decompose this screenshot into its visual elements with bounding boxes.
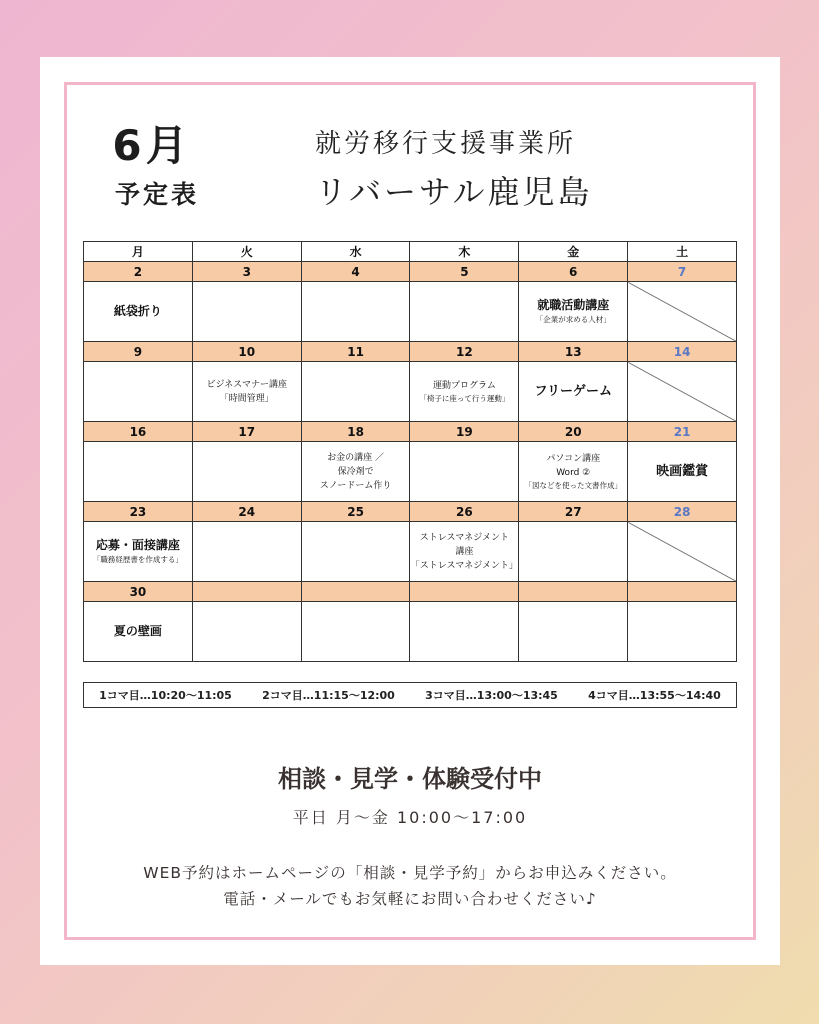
event-title: 紙袋折り <box>113 304 162 318</box>
weekday-header: 木 <box>410 242 519 262</box>
event-cell <box>519 362 628 422</box>
date-cell: 28 <box>628 502 737 522</box>
event-cell <box>192 522 301 582</box>
timeslot-label: 4コマ目…13:55〜14:40 <box>588 689 721 702</box>
event-title: 応募・面接講座 <box>95 538 180 552</box>
event-row <box>84 442 737 502</box>
event-caption: 「椅子に座って行う運動」 <box>419 393 510 403</box>
event-cell <box>192 362 301 422</box>
event-cell <box>84 362 193 422</box>
event-cell <box>628 442 737 502</box>
event-cell <box>301 522 410 582</box>
event-cell <box>410 442 519 502</box>
date-row <box>84 502 737 522</box>
event-cell <box>628 522 737 582</box>
timeslot-label: 3コマ目…13:00〜13:45 <box>425 689 558 702</box>
event-cell <box>84 522 193 582</box>
event-cell <box>301 282 410 342</box>
event-cell <box>301 442 410 502</box>
date-cell: 20 <box>519 422 628 442</box>
event-cell <box>628 282 737 342</box>
event-caption: 「図などを使った文書作成」 <box>524 480 622 490</box>
web-reservation-note: WEB予約はホームページの「相談・見学予約」からお申込みください。 <box>143 864 677 882</box>
event-cell <box>628 362 737 422</box>
date-row <box>84 342 737 362</box>
event-row <box>84 602 737 662</box>
event-cell <box>192 442 301 502</box>
event-cell <box>84 602 193 662</box>
event-subtitle: Word ② <box>556 467 591 478</box>
event-cell <box>84 282 193 342</box>
event-cell <box>519 602 628 662</box>
date-cell: 23 <box>84 502 193 522</box>
date-cell: 27 <box>519 502 628 522</box>
event-row <box>84 522 737 582</box>
date-row <box>84 262 737 282</box>
event-row <box>84 362 737 422</box>
event-title: 映画鑑賞 <box>656 463 709 479</box>
event-title: 夏の壁画 <box>113 624 162 638</box>
date-row <box>84 582 737 602</box>
event-subtitle: 「時間管理」 <box>219 393 274 404</box>
event-cell <box>410 522 519 582</box>
weekday-header: 金 <box>519 242 628 262</box>
event-title: ビジネスマナー講座 <box>206 379 288 390</box>
weekday-header: 火 <box>192 242 301 262</box>
date-cell <box>301 582 410 602</box>
date-cell: 13 <box>519 342 628 362</box>
timeslot-label: 1コマ目…10:20〜11:05 <box>99 689 232 702</box>
date-cell: 25 <box>301 502 410 522</box>
date-cell <box>628 582 737 602</box>
date-row <box>84 422 737 442</box>
date-cell: 30 <box>84 582 193 602</box>
date-cell: 19 <box>410 422 519 442</box>
event-cell <box>519 522 628 582</box>
event-cell <box>410 362 519 422</box>
event-cell <box>519 282 628 342</box>
event-cell <box>192 282 301 342</box>
event-cell <box>410 282 519 342</box>
date-cell: 5 <box>410 262 519 282</box>
date-cell: 17 <box>192 422 301 442</box>
date-cell: 18 <box>301 422 410 442</box>
date-cell <box>519 582 628 602</box>
event-title: パソコン講座 <box>546 453 601 464</box>
date-cell: 4 <box>301 262 410 282</box>
event-subtitle: 保冷剤で <box>337 466 374 477</box>
date-cell <box>410 582 519 602</box>
date-cell: 7 <box>628 262 737 282</box>
consult-heading: 相談・見学・体験受付中 <box>278 765 542 793</box>
date-cell: 2 <box>84 262 193 282</box>
calendar-table <box>83 241 737 662</box>
schedule-card <box>40 57 780 965</box>
date-cell <box>192 582 301 602</box>
date-cell: 11 <box>301 342 410 362</box>
event-cell <box>301 602 410 662</box>
event-title: お金の講座 ／ <box>327 452 384 463</box>
contact-note: 電話・メールでもお気軽にお問い合わせください♪ <box>223 890 597 908</box>
weekday-header: 月 <box>84 242 193 262</box>
event-cell <box>628 602 737 662</box>
date-cell: 12 <box>410 342 519 362</box>
office-hours: 平日 月〜金 10:00〜17:00 <box>292 808 528 827</box>
event-cell <box>301 362 410 422</box>
date-cell: 26 <box>410 502 519 522</box>
date-cell: 9 <box>84 342 193 362</box>
event-cell <box>84 442 193 502</box>
event-subtitle: スノードーム作り <box>319 480 392 491</box>
event-title: 運動プログラム <box>432 380 496 391</box>
date-cell: 3 <box>192 262 301 282</box>
event-subtitle: 「ストレスマネジメント」 <box>410 560 519 571</box>
weekday-header-row <box>84 242 737 262</box>
weekday-header: 水 <box>301 242 410 262</box>
event-row <box>84 282 737 342</box>
date-cell: 14 <box>628 342 737 362</box>
date-cell: 16 <box>84 422 193 442</box>
org-name: リバーサル鹿児島 <box>315 173 593 211</box>
date-cell: 21 <box>628 422 737 442</box>
event-cell <box>192 602 301 662</box>
date-cell: 10 <box>192 342 301 362</box>
event-subtitle: 講座 <box>455 546 474 557</box>
event-cell <box>410 602 519 662</box>
org-type: 就労移行支援事業所 <box>315 129 577 159</box>
event-cell <box>519 442 628 502</box>
schedule-subtitle: 予定表 <box>114 180 199 209</box>
timeslot-bar <box>83 682 737 708</box>
timeslot-label: 2コマ目…11:15〜12:00 <box>262 689 395 702</box>
event-caption: 「職務経歴書を作成する」 <box>92 555 183 564</box>
month-title: 6月 <box>112 121 192 170</box>
date-cell: 6 <box>519 262 628 282</box>
event-title: フリーゲーム <box>534 383 612 399</box>
event-title: 就職活動講座 <box>537 298 610 312</box>
date-cell: 24 <box>192 502 301 522</box>
event-title: ストレスマネジメント <box>419 532 510 543</box>
weekday-header: 土 <box>628 242 737 262</box>
event-caption: 「企業が求める人材」 <box>535 315 611 324</box>
